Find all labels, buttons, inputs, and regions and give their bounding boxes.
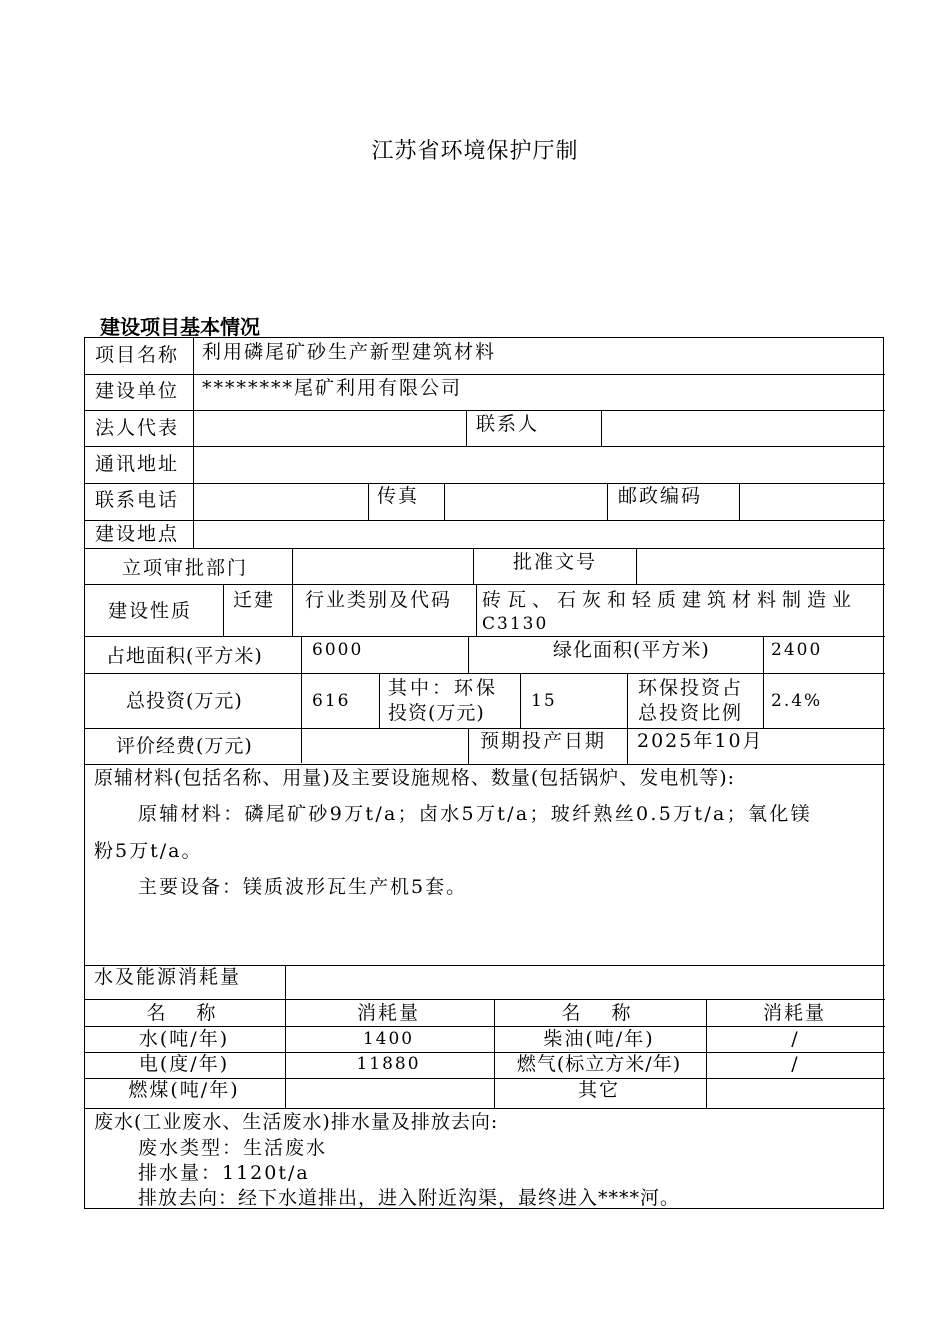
energy-row-1-name-2: 柴油(吨/年)	[543, 1028, 655, 1050]
construction-unit-label: 建设单位	[95, 380, 180, 402]
energy-row-2-amount-1: 11880	[356, 1054, 421, 1074]
energy-row-2-name-1: 电(度/年)	[138, 1053, 230, 1075]
energy-col-name-2: 名 称	[561, 1002, 637, 1024]
eval-fee-label: 评价经费(万元)	[116, 735, 253, 757]
env-ratio-label-2: 总投资比例	[638, 702, 744, 724]
nature-value: 迁建	[233, 589, 276, 611]
postcode-label: 邮政编码	[618, 485, 703, 507]
env-ratio-value: 2.4%	[771, 691, 823, 711]
energy-row-1-amount-2: /	[791, 1028, 798, 1050]
energy-row-3-name-2: 其它	[577, 1079, 620, 1101]
env-investment-label-2: 投资(万元)	[388, 702, 485, 724]
materials-line-1: 原辅材料：磷尾矿砂9万t/a；卤水5万t/a；玻纤熟丝0.5万t/a；氧化镁	[138, 803, 812, 825]
env-investment-label: 其中：环保	[388, 677, 499, 699]
nature-label: 建设性质	[108, 600, 193, 622]
contact-person-label: 联系人	[476, 413, 540, 435]
address-label: 通讯地址	[95, 453, 180, 475]
phone-label: 联系电话	[95, 489, 180, 511]
materials-line-2: 粉5万t/a。	[94, 840, 203, 862]
wastewater-volume: 排水量：1120t/a	[138, 1162, 310, 1184]
area-value: 6000	[312, 640, 364, 660]
env-investment-value: 15	[531, 691, 557, 711]
wastewater-destination: 排放去向：经下水道排出，进入附近沟渠，最终进入****河。	[138, 1187, 681, 1209]
env-ratio-label: 环保投资占	[638, 677, 744, 699]
industry-code: C3130	[482, 614, 549, 634]
legal-rep-label: 法人代表	[95, 417, 180, 439]
construction-unit-value: ********尾矿利用有限公司	[202, 377, 463, 399]
start-date-value: 2025年10月	[637, 730, 764, 752]
energy-row-2-name-2: 燃气(标立方米/年)	[516, 1053, 682, 1075]
energy-row-3-name-1: 燃煤(吨/年)	[128, 1079, 240, 1101]
section-title: 建设项目基本情况	[100, 315, 260, 339]
energy-heading: 水及能源消耗量	[94, 966, 242, 988]
industry-label: 行业类别及代码	[305, 589, 453, 611]
site-label: 建设地点	[95, 523, 180, 545]
green-area-label: 绿化面积(平方米)	[553, 639, 710, 661]
project-name-value: 利用磷尾矿砂生产新型建筑材料	[202, 341, 497, 363]
fax-label: 传真	[377, 485, 420, 507]
materials-heading: 原辅材料(包括名称、用量)及主要设施规格、数量(包括锅炉、发电机等):	[94, 767, 736, 789]
area-label: 占地面积(平方米)	[106, 645, 263, 667]
project-name-label: 项目名称	[95, 344, 180, 366]
materials-line-3: 主要设备：镁质波形瓦生产机5套。	[138, 876, 468, 898]
energy-row-1-amount-1: 1400	[362, 1029, 415, 1049]
wastewater-type: 废水类型：生活废水	[138, 1137, 328, 1159]
industry-value: 砖瓦、石灰和轻质建筑材料制造业	[482, 589, 858, 611]
approval-doc-label: 批准文号	[513, 551, 598, 573]
investment-label: 总投资(万元)	[126, 690, 243, 712]
page-title: 江苏省环境保护厅制	[371, 139, 579, 164]
green-area-value: 2400	[771, 640, 823, 660]
energy-col-amount-1: 消耗量	[356, 1002, 420, 1024]
approval-dept-label: 立项审批部门	[122, 557, 249, 579]
energy-row-1-name-1: 水(吨/年)	[138, 1028, 230, 1050]
energy-col-amount-2: 消耗量	[762, 1002, 826, 1024]
energy-col-name-1: 名 称	[146, 1002, 222, 1024]
investment-value: 616	[312, 691, 351, 711]
energy-row-2-amount-2: /	[791, 1053, 798, 1075]
wastewater-heading: 废水(工业废水、生活废水)排水量及排放去向:	[94, 1111, 499, 1133]
start-date-label: 预期投产日期	[480, 730, 607, 752]
